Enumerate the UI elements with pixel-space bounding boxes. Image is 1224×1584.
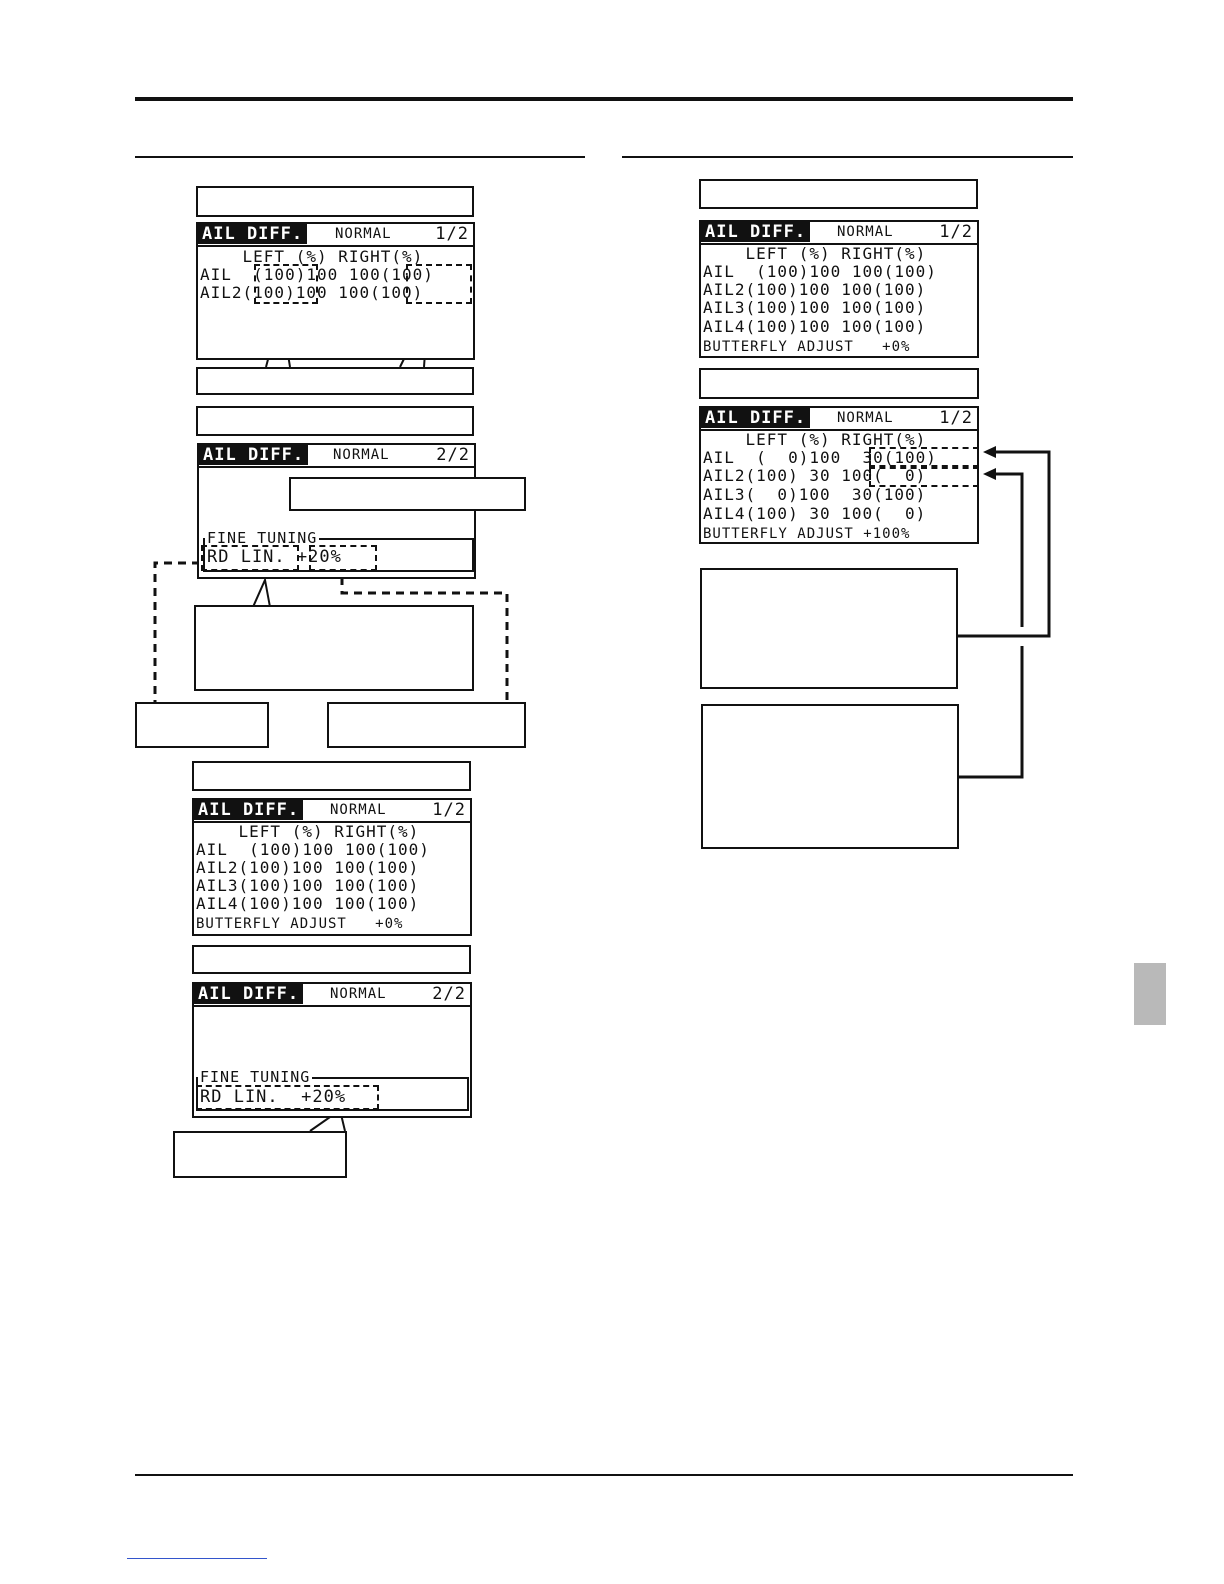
ail2-right-highlight [869, 467, 979, 487]
table-row: AIL4(100)100 100(100) [703, 317, 927, 336]
table-row: AIL2(100)100 100(100) [196, 858, 420, 877]
label-box-2 [196, 367, 474, 395]
screen-title: AIL DIFF. [701, 408, 810, 428]
callout-bubble-final [173, 1131, 347, 1178]
screen-title: AIL DIFF. [194, 984, 303, 1004]
note-box-1 [700, 568, 958, 689]
butterfly-adjust: BUTTERFLY ADJUST +0% [703, 339, 911, 355]
rd-lin-highlight [201, 545, 299, 571]
page-indicator: 1/2 [939, 408, 973, 428]
callout-bubble-bottom [194, 605, 474, 691]
screen-title: AIL DIFF. [701, 222, 810, 242]
screen-title: AIL DIFF. [194, 800, 303, 820]
ail-right-highlight [869, 447, 979, 467]
table-row: AIL4(100)100 100(100) [196, 894, 420, 913]
right-rate-highlight [406, 264, 472, 304]
lcd-screen-2 [197, 443, 476, 579]
table-row: AIL (100)100 100(100) [703, 262, 937, 281]
mode-label: NORMAL [330, 986, 387, 1002]
mode-label: NORMAL [335, 226, 392, 242]
lcd-screen-4 [192, 982, 472, 1118]
column-header: LEFT (%) RIGHT(%) [200, 247, 424, 266]
mode-label: NORMAL [837, 224, 894, 240]
fine-tuning-value: RD LIN. +20% [200, 1087, 347, 1107]
table-row: AIL (100)100 100(100) [196, 840, 430, 859]
fine-tuning-value: RD LIN. +20% [207, 547, 342, 567]
butterfly-adjust: BUTTERFLY ADJUST +100% [703, 526, 911, 542]
option-box-right [327, 702, 526, 748]
option-box-left [135, 702, 269, 748]
column-header: LEFT (%) RIGHT(%) [196, 822, 420, 841]
fine-tuning-highlight [196, 1085, 379, 1110]
column-header: LEFT (%) RIGHT(%) [703, 430, 927, 449]
table-row: AIL (100)100 100(100) [200, 265, 434, 284]
butterfly-adjust: BUTTERFLY ADJUST +0% [196, 916, 404, 932]
screen-title: AIL DIFF. [199, 445, 308, 465]
lcd-screen-3 [192, 798, 472, 936]
mode-label: NORMAL [333, 447, 390, 463]
fine-tuning-label: FINE TUNING [200, 1068, 311, 1086]
callout-bubble-top [289, 477, 526, 511]
page-indicator: 1/2 [939, 222, 973, 242]
table-row: AIL3( 0)100 30(100) [703, 485, 927, 504]
note-box-2 [701, 704, 959, 849]
screen-title: AIL DIFF. [198, 224, 307, 244]
column-header: LEFT (%) RIGHT(%) [703, 244, 927, 263]
lcd-screen-1 [196, 222, 475, 360]
label-box-7 [699, 368, 979, 399]
lcd-screen-6 [699, 406, 979, 544]
label-box-3 [196, 406, 474, 436]
label-box-1 [196, 186, 474, 217]
page-indicator: 1/2 [432, 800, 466, 820]
mode-label: NORMAL [837, 410, 894, 426]
table-row: AIL2(100)100 100(100) [200, 283, 424, 302]
table-row: AIL3(100)100 100(100) [703, 298, 927, 317]
table-row: AIL ( 0)100 30(100) [703, 448, 937, 467]
left-rate-highlight [254, 264, 318, 304]
label-box-4 [192, 761, 471, 791]
page-indicator: 2/2 [432, 984, 466, 1004]
table-row: AIL2(100) 30 100( 0) [703, 466, 927, 485]
table-row: AIL3(100)100 100(100) [196, 876, 420, 895]
page-indicator: 2/2 [436, 445, 470, 465]
lcd-screen-5 [699, 220, 979, 358]
table-row: AIL4(100) 30 100( 0) [703, 504, 927, 523]
label-box-6 [699, 179, 978, 209]
mode-label: NORMAL [330, 802, 387, 818]
page-indicator: 1/2 [435, 224, 469, 244]
table-row: AIL2(100)100 100(100) [703, 280, 927, 299]
fine-tuning-label: FINE TUNING [207, 529, 318, 547]
label-box-5 [192, 945, 471, 974]
rate-highlight [309, 545, 377, 571]
